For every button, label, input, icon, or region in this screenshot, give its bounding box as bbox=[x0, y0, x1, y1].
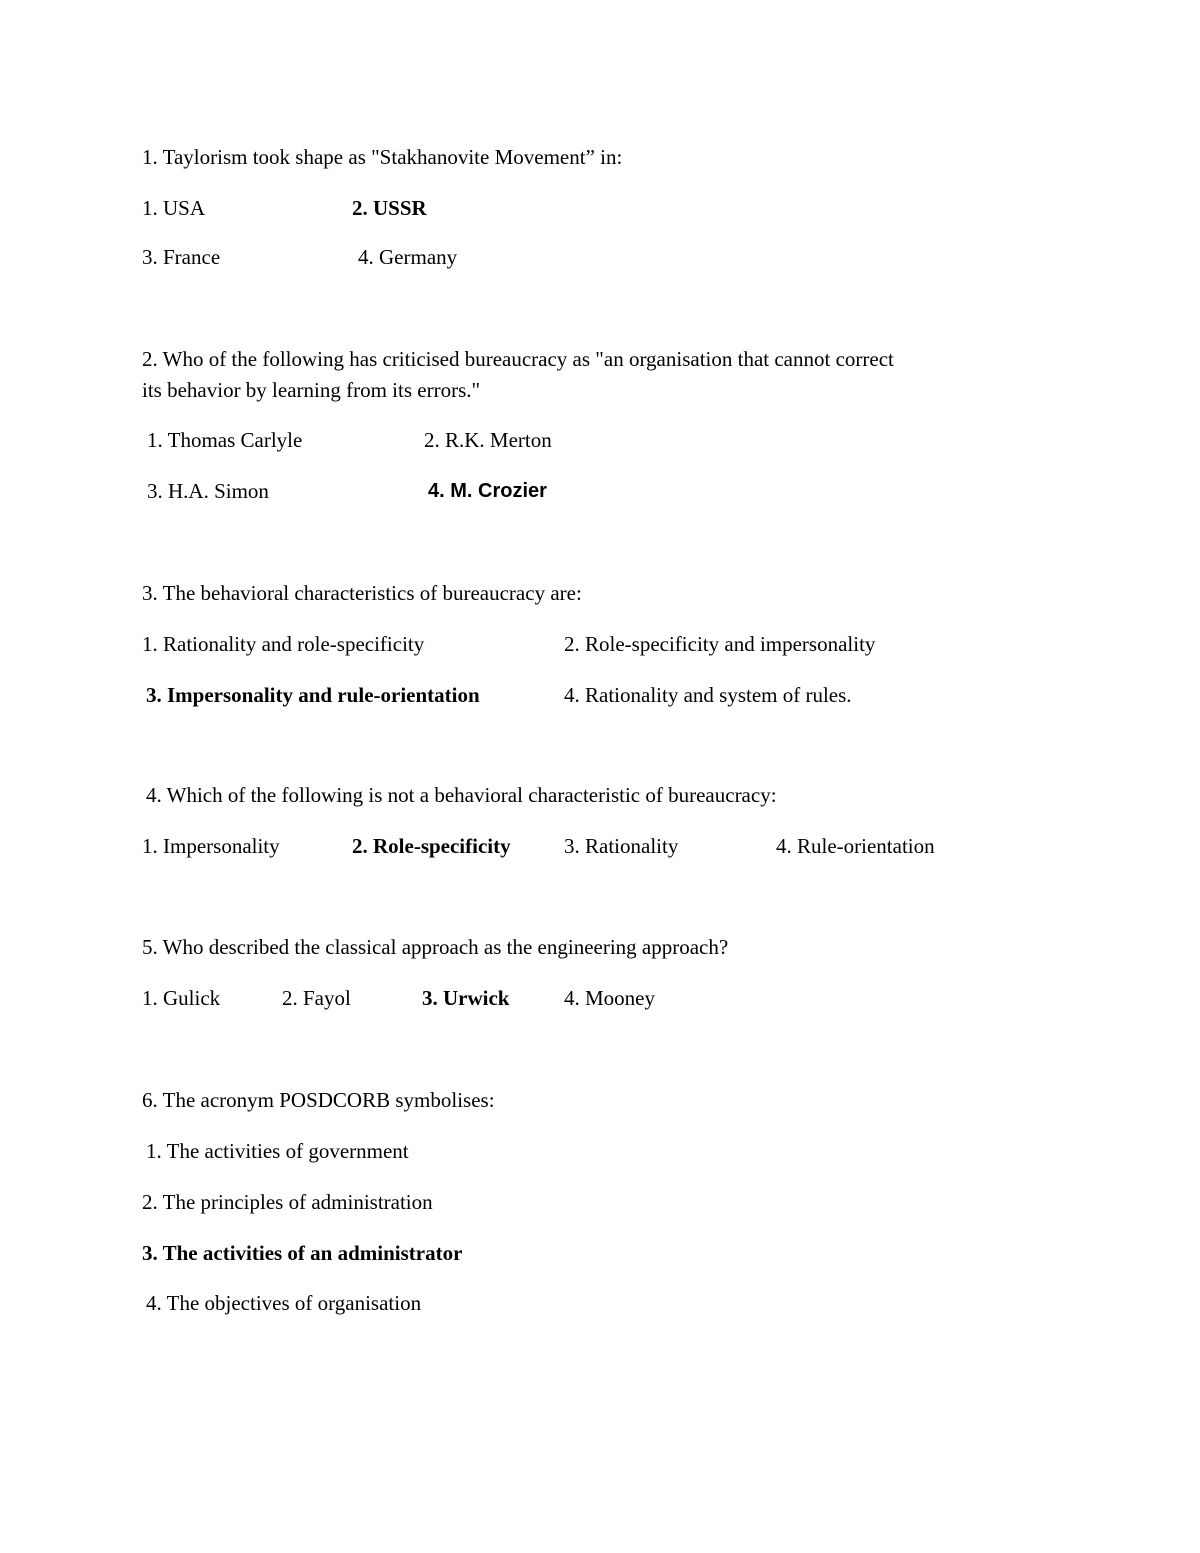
question-5-text: 5. Who described the classical approach as the engineering approach? bbox=[142, 935, 729, 959]
question-2-option-1: 1. Thomas Carlyle bbox=[147, 428, 303, 452]
question-6-option-1: 1. The activities of government bbox=[146, 1139, 409, 1163]
question-2-option-2: 2. R.K. Merton bbox=[424, 428, 552, 452]
question-4-option-4: 4. Rule-orientation bbox=[776, 834, 935, 858]
question-1-option-3: 3. France bbox=[142, 245, 221, 269]
question-1-text: 1. Taylorism took shape as "Stakhanovite Movement” in: bbox=[142, 145, 623, 169]
question-1-option-2-answer: 2. USSR bbox=[352, 196, 427, 220]
question-3-text: 3. The behavioral characteristics of bureaucracy are: bbox=[142, 581, 582, 605]
question-3-option-2: 2. Role-specificity and impersonality bbox=[564, 632, 876, 656]
question-5-option-1: 1. Gulick bbox=[142, 986, 221, 1010]
question-3-option-4: 4. Rationality and system of rules. bbox=[564, 683, 852, 707]
question-6-option-3-answer: 3. The activities of an administrator bbox=[142, 1241, 463, 1265]
question-6-text: 6. The acronym POSDCORB symbolises: bbox=[142, 1088, 495, 1112]
question-2-option-3: 3. H.A. Simon bbox=[147, 479, 269, 503]
question-4-option-2-answer: 2. Role-specificity bbox=[352, 834, 511, 858]
question-4-option-1: 1. Impersonality bbox=[142, 834, 280, 858]
question-5-option-3-answer: 3. Urwick bbox=[422, 986, 510, 1010]
question-5-option-2: 2. Fayol bbox=[282, 986, 351, 1010]
question-2-text-line-1: 2. Who of the following has criticised bureaucracy as "an organisation that cannot correct bbox=[142, 347, 894, 371]
question-3-option-3-answer: 3. Impersonality and rule-orientation bbox=[146, 683, 480, 707]
question-2-option-4-answer: 4. M. Crozier bbox=[428, 480, 547, 502]
question-1-option-4: 4. Germany bbox=[358, 245, 458, 269]
question-4-text: 4. Which of the following is not a behavioral characteristic of bureaucracy: bbox=[146, 783, 777, 807]
question-3-option-1: 1. Rationality and role-specificity bbox=[142, 632, 425, 656]
question-2-text-line-2: its behavior by learning from its errors." bbox=[142, 378, 481, 402]
question-5-option-4: 4. Mooney bbox=[564, 986, 655, 1010]
question-1-option-1: 1. USA bbox=[142, 196, 206, 220]
question-6-option-2: 2. The principles of administration bbox=[142, 1190, 433, 1214]
question-6-option-4: 4. The objectives of organisation bbox=[146, 1291, 422, 1315]
question-4-option-3: 3. Rationality bbox=[564, 834, 679, 858]
